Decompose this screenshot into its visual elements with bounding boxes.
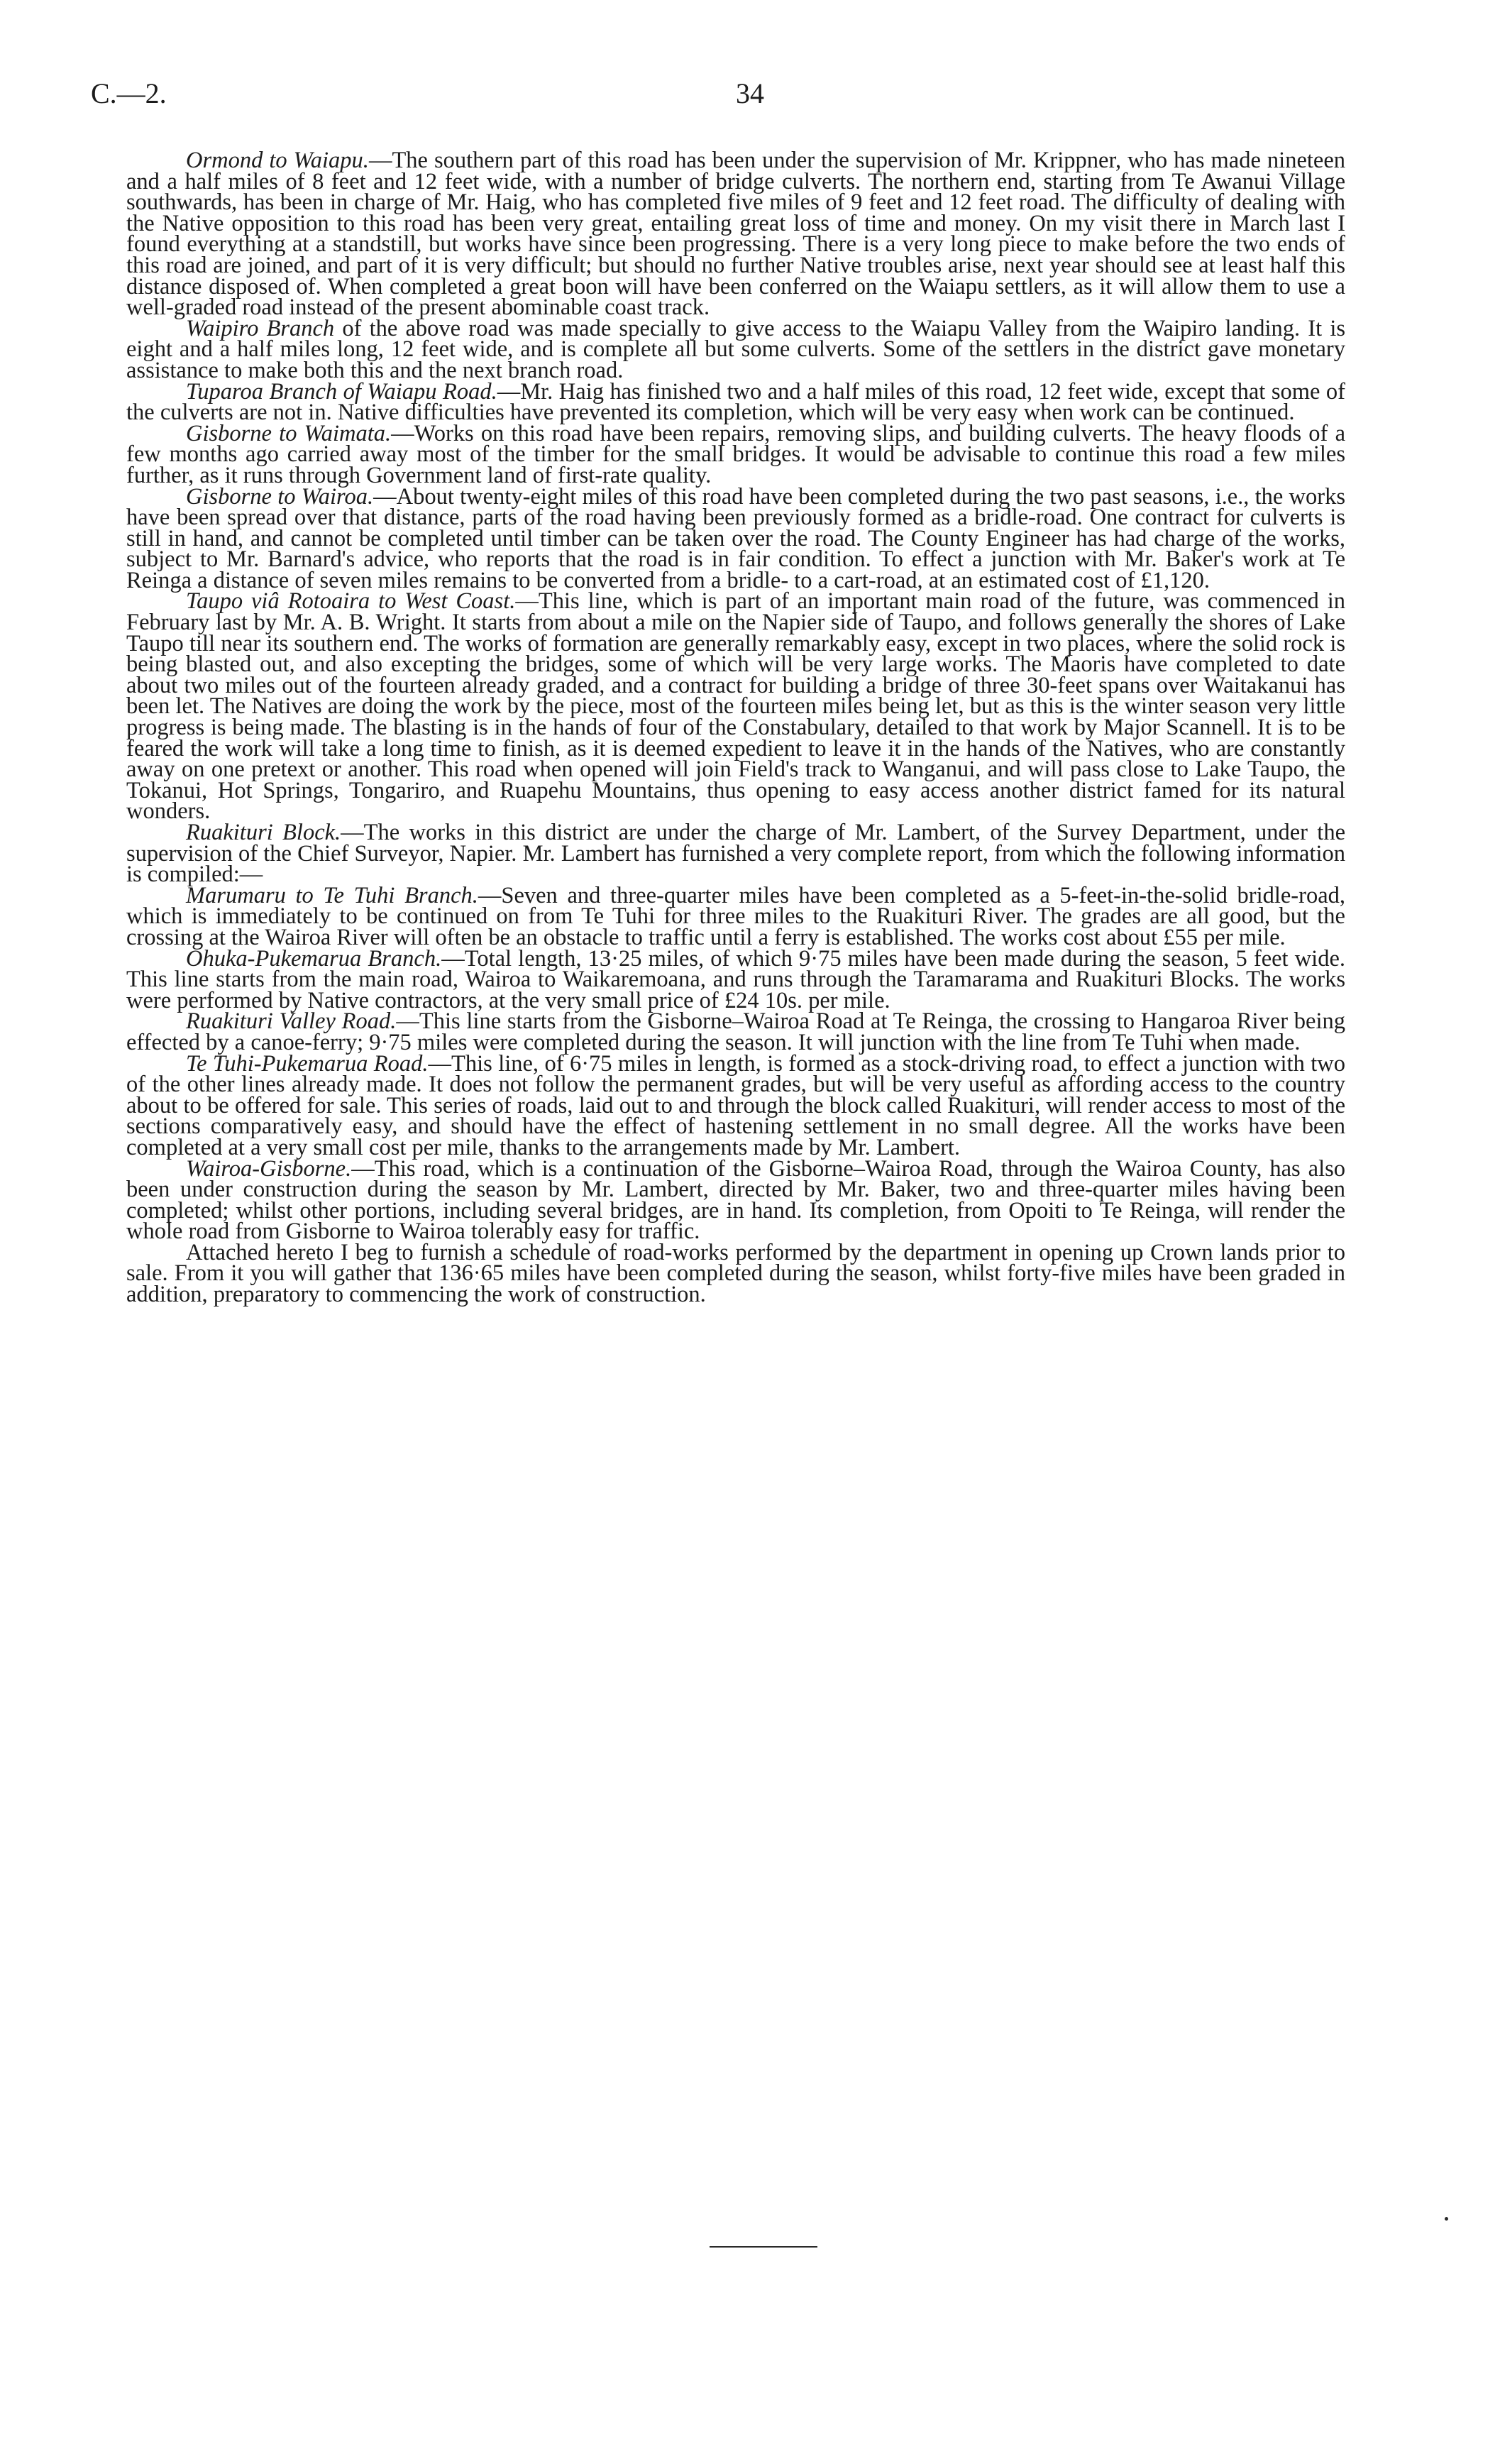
paragraph-heading: Ruakituri Valley Road.	[186, 1008, 397, 1035]
margin-speck	[1445, 2217, 1448, 2221]
page-number: 34	[736, 77, 764, 109]
paragraph-heading: Ormond to Waiapu.	[186, 148, 369, 173]
paragraph-wairoa-gisborne	[126, 1155, 1345, 1245]
report-body	[126, 150, 1345, 1306]
paragraph-text: —This line, which is part of an important main road of the future, was commenced in February last by Mr. A. B. Wright. It starts from about a mile on the Napier side of Taupo, and follows generally the shores of Lake Taupo till near its southern end. The works of formation are generally remarkably easy, except in two places, where the solid rock is being blasted out, and also excepting the bridges, some of which will be very large works. The Maoris have completed to date about two miles out of the fourteen already graded, and a contract for building a bridge of three 30-feet spans over Waitakanui has been let. The Natives are doing the work by the piece, most of the fourteen miles being let, but as this is the winter season very little progress is being made. The blasting is in the hands of four of the Constabulary, detailed to that work by Major Scannell. It is to be feared the work will take a long time to finish, as it is deemed expedient to leave it in the hands of the Natives, who are constantly away on one pretext or another. This road when opened will join Field's track to Wanganui, and will pass close to Lake Taupo, the Tokanui, Hot Springs, Tongariro, and Ruapehu Mountains, thus opening to easy access another district famed for its natural wonders.	[126, 588, 1345, 825]
paragraph-ruakituri-block	[126, 820, 1345, 888]
paragraph-taupo-via-rotoaira	[126, 588, 1345, 825]
paragraph-te-tuhi-pukemarua-road	[126, 1050, 1345, 1160]
paragraph-waipiro-branch	[126, 315, 1345, 383]
paragraph-gisborne-to-wairoa	[126, 483, 1345, 593]
paragraph-text: —Seven and three-quarter miles have been completed as a 5-feet-in-the-solid bridle-road, which is immediately to be continued on from Te Tuhi for three miles to the Ruakituri River. The grades are all good, but the crossing at the Wairoa River will often be an obstacle to traffic until a ferry is established. The works cost about £55 per mile.	[126, 882, 1345, 950]
paragraph-text: —This line, of 6·75 miles in length, is formed as a stock-driving road, to effect a junction with two of the other lines already made. It does not follow the permanent grades, but will be very useful as affording access to the country about to be offered for sale. This series of roads, laid out to and through the block called Ruakituri, will render access to most of the sections comparatively easy, and should have the effect of hastening settlement in no small degree. All the works have been completed at a very small cost per mile, thanks to the arrangements made by Mr. Lambert.	[126, 1050, 1345, 1160]
paragraph-heading: Gisborne to Wairoa.	[186, 483, 374, 510]
paragraph-heading: Ruakituri Block.	[186, 820, 341, 845]
closing-rule	[710, 2246, 817, 2248]
paragraph-tuparoa-branch	[126, 378, 1345, 426]
paragraph-heading: Tuparoa Branch of Waiapu Road.	[186, 378, 497, 405]
paragraph-heading: Te Tuhi-Pukemarua Road.	[186, 1050, 429, 1077]
document-reference: C.—2.	[91, 77, 167, 109]
paragraph-heading: Taupo viâ Rotoaira to West Coast.	[186, 588, 516, 615]
paragraph-text: —This line starts from the Gisborne–Wairoa Road at Te Reinga, the crossing to Hangaroa River being effected by a canoe-ferry; 9·75 miles were completed during the season. It will junction with the line from Te Tuhi when made.	[126, 1008, 1345, 1055]
paragraph-text: Attached hereto I beg to furnish a schedule of road-works performed by the department in opening up Crown lands prior to sale. From it you will gather that 136·65 miles have been completed during the season, whilst forty-five miles have been graded in addition, preparatory to commencing the work of construction.	[126, 1239, 1345, 1308]
paragraph-heading: Wairoa-Gisborne.	[186, 1155, 352, 1182]
paragraph-ormond-to-waiapu	[126, 150, 1345, 319]
paragraph-text: of the above road was made specially to give access to the Waiapu Valley from the Waipiro landing. It is eight and a half miles long, 12 feet wide, and is complete all but some culverts. Some of the settlers in the district gave monetary assistance to make both this and the next branch road.	[126, 315, 1345, 383]
paragraph-text: —Mr. Haig has finished two and a half miles of this road, 12 feet wide, except that some of the culverts are not in. Native difficulties have prevented its completion, which will be very easy when work can be continued.	[126, 378, 1345, 426]
paragraph-text: —Total length, 13·25 miles, of which 9·75 miles have been made during the season, 5 feet wide. This line starts from the main road, Wairoa to Waikaremoana, and runs through the Taramarama and Ruakituri Blocks. The works were performed by Native contractors, at the very small price of £24 10s. per mile.	[126, 945, 1345, 1013]
paragraph-text: —This road, which is a continuation of the Gisborne–Wairoa Road, through the Wairoa County, has also been under construction during the season by Mr. Lambert, directed by Mr. Baker, two and three-quarter miles having been completed; whilst other portions, including several bridges, are in hand. Its completion, from Opoiti to Te Reinga, will render the whole road from Gisborne to Wairoa tolerably easy for traffic.	[126, 1155, 1345, 1245]
paragraph-heading: Ohuka-Pukemarua Branch.	[186, 945, 442, 972]
paragraph-ruakituri-valley-road	[126, 1008, 1345, 1055]
page-header	[0, 77, 1500, 119]
paragraph-ohuka-pukemarua	[126, 945, 1345, 1013]
paragraph-heading: Gisborne to Waimata.	[186, 420, 392, 446]
paragraph-text: —The southern part of this road has been under the supervision of Mr. Krippner, who has made nineteen and a half miles of 8 feet and 12 feet wide, with a number of bridge culverts. The northern end, starting from Te Awanui Village southwards, has been in charge of Mr. Haig, who has completed five miles of 9 feet and 12 feet road. The difficulty of dealing with the Native opposition to this road has been very great, entailing great loss of time and money. On my visit there in March last I found everything at a standstill, but works have since been progressing. There is a very long piece to make before the two ends of this road are joined, and part of it is very difficult; but should no further Native troubles arise, next year should see at least half this distance disposed of. When completed a great boon will have been conferred on the Waiapu settlers, as it will allow them to use a well-graded road instead of the present abominable coast track.	[126, 148, 1345, 321]
paragraph-text: —The works in this district are under the charge of Mr. Lambert, of the Survey Department, under the supervision of the Chief Surveyor, Napier. Mr. Lambert has furnished a very complete report, from which the following information is compiled:—	[126, 820, 1345, 888]
paragraph-gisborne-to-waimata	[126, 420, 1345, 488]
paragraph-text: —About twenty-eight miles of this road have been completed during the two past seasons, i.e., the works have been spread over that distance, parts of the road having been previously formed as a bridle-road. One contract for culverts is still in hand, and cannot be completed until timber can be taken over the road. The County Engineer has had charge of the works, subject to Mr. Barnard's advice, who reports that the road is in fair condition. To effect a junction with Mr. Baker's work at Te Reinga a distance of seven miles remains to be converted from a bridle- to a cart-road, at an estimated cost of £1,120.	[126, 483, 1345, 593]
paragraph-heading: Waipiro Branch	[186, 315, 335, 341]
paragraph-text: —Works on this road have been repairs, removing slips, and building culverts. The heavy floods of a few months ago carried away most of the timber for the small bridges. It would be advisable to continue this road a few miles further, as it runs through Government land of first-rate quality.	[126, 420, 1345, 488]
paragraph-marumaru-to-te-tuhi	[126, 882, 1345, 950]
paragraph-schedule-summary	[126, 1239, 1345, 1308]
paragraph-heading: Marumaru to Te Tuhi Branch.	[186, 882, 478, 908]
